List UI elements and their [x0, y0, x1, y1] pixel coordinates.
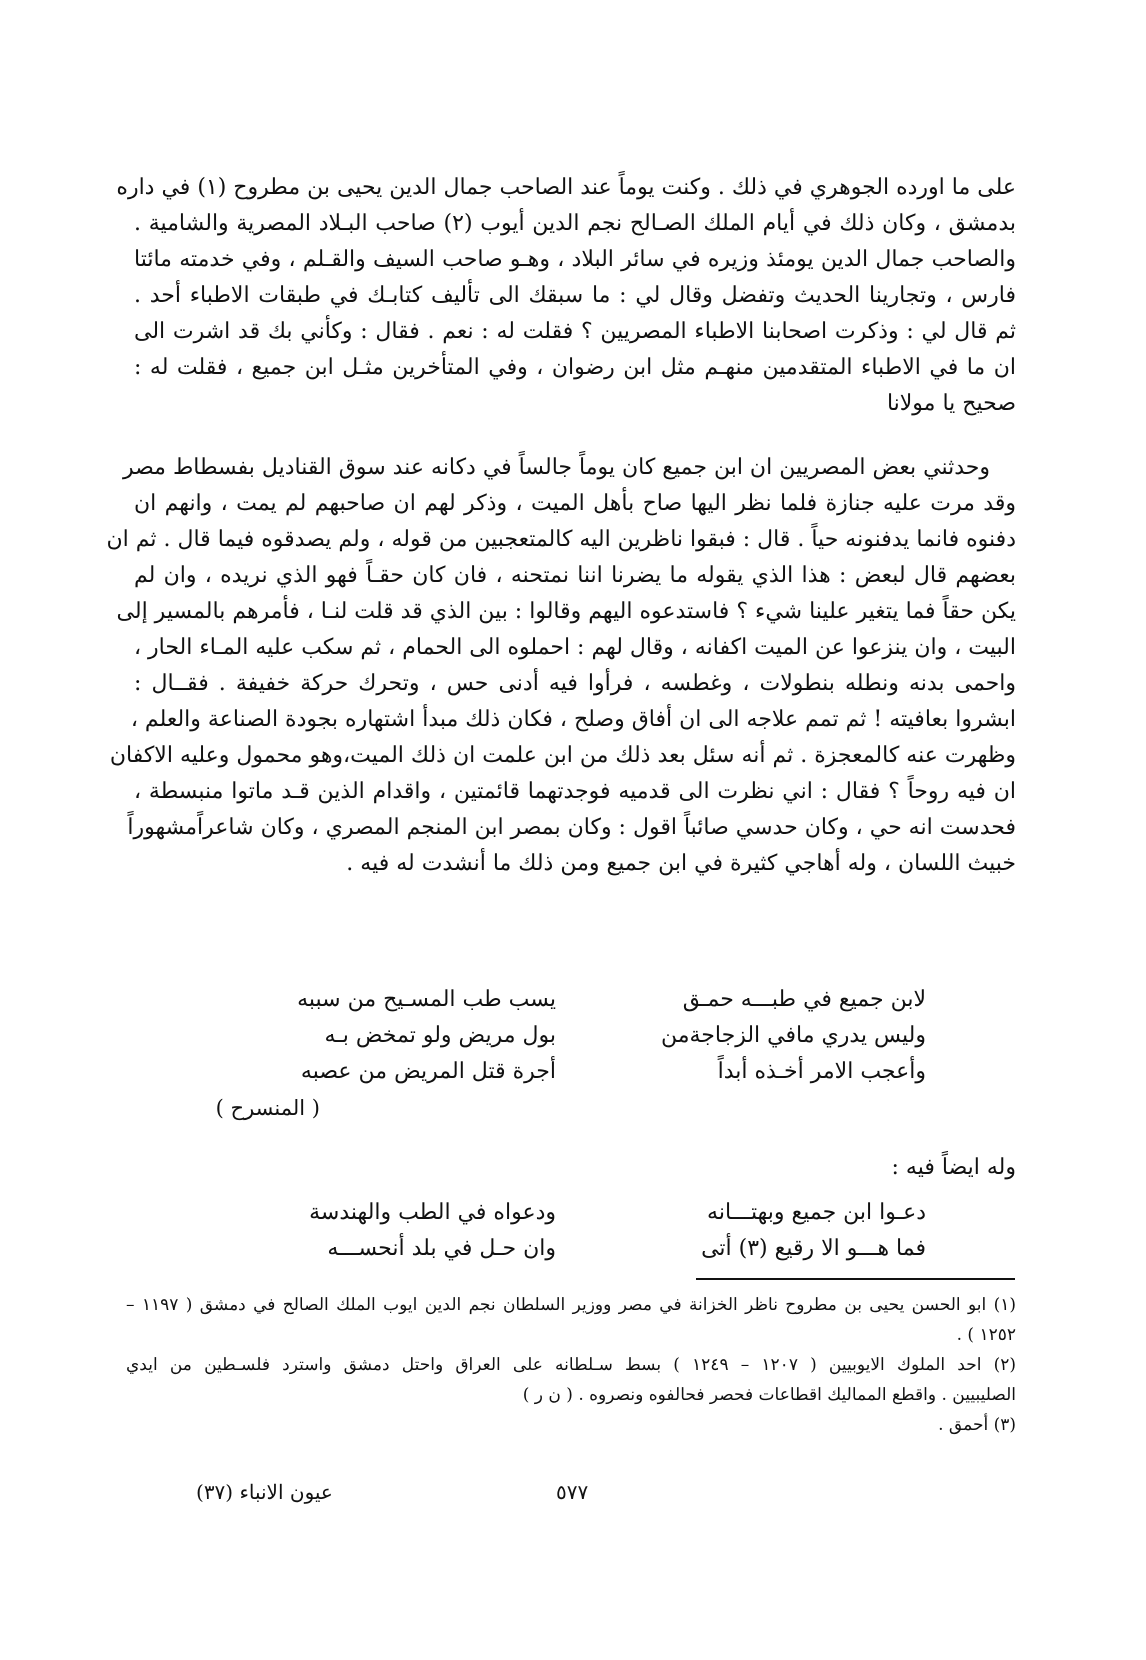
text-line: يكن حقاً فما يتغير علينا شيء ؟ فاستدعوه اليهم وقالوا : بين الذي قد قلت لنـا ، فأمرهم بالمسير إلى — [116, 599, 1016, 624]
poem-verse — [0, 1231, 1146, 1267]
verse-second-hemistich: أجرة قتل المريض من عصبه — [300, 1059, 556, 1084]
page-number: ٥٧٧ — [556, 1480, 589, 1504]
verse-first-hemistich: دعـوا ابن جميع وبهتـــانه — [707, 1200, 926, 1225]
text-line: دفنوه فانما يدفنونه حياً . قال : فبقوا ناظرين اليه كالمتعجبين من قوله ، ولم يصدقوه فيما قال . ثم ان — [106, 527, 1016, 552]
poem-1 — [0, 982, 1146, 1132]
text-line: ان ما في الاطباء المتقدمين منهـم مثل ابن رضوان ، وفي المتأخرين مثـل ابن جميع ، فقلت له : — [134, 355, 1016, 380]
poem-verse — [0, 1054, 1146, 1090]
verse-first-hemistich: لابن جميع في طبـــه حمـق — [682, 987, 926, 1012]
text-line: صحيح يا مولانا — [886, 391, 1016, 416]
text-line: وظهرت عنه كالمعجزة . ثم أنه سئل بعد ذلك من ابن علمت ان ذلك الميت،وهو محمول وعليه الاكفان — [109, 743, 1016, 768]
verse-second-hemistich: وان حـل في بلد أنحســـه — [327, 1236, 556, 1261]
verse-first-hemistich: وليس يدري مافي الزجاجةمن — [660, 1023, 926, 1048]
text-line: فحدست انه حي ، وكان حدسي صائباً اقول : وكان بمصر ابن المنجم المصري ، وكان شاعراًمشهوراً — [127, 815, 1016, 840]
verse-first-hemistich: وأعجب الامر أخـذه أبداً — [717, 1059, 926, 1084]
poem-2 — [0, 1195, 1146, 1271]
footnote-separator — [696, 1278, 1015, 1280]
paragraph-1 — [116, 170, 1016, 422]
text-line: على ما اورده الجوهري في ذلك . وكنت يوماً عند الصاحب جمال الدين يحيى بن مطروح (١) في داره — [116, 175, 1016, 200]
text-line: البيت ، وان ينزعوا عن الميت اكفانه ، وقال لهم : احملوه الى الحمام ، ثم سكب عليه المـاء الحار ، — [133, 635, 1016, 660]
text-line: ثم قال لي : وذكرت اصحابنا الاطباء المصريين ؟ فقلت له : نعم . فقال : وكأني بك قد اشرت الى — [134, 319, 1016, 344]
footnote-3: (٣) أحمق . — [938, 1415, 1016, 1435]
poem-verse — [0, 982, 1146, 1018]
footnote-1: (١) ابو الحسن يحيى بن مطروح ناظر الخزانة في مصر ووزير السلطان نجم الدين ايوب الملك الصالح في دمشق ( ١١٩٧ – — [126, 1295, 1016, 1315]
footnote-2-continuation: الصليبيين . واقطع المماليك اقطاعات فحصر فحالفوه ونصروه . ( ن ر ) — [522, 1385, 1016, 1405]
verse-second-hemistich: بول مريض ولو تمخض بـه — [324, 1023, 556, 1048]
text-line: بعضهم قال لبعض : هذا الذي يقوله ما يضرنا اننا نمتحنه ، فان كان حقـاً فهو الذي نريده ، وان لم — [134, 563, 1016, 588]
poem-verse — [0, 1018, 1146, 1054]
verse-second-hemistich: ودعواه في الطب والهندسة — [309, 1200, 556, 1225]
text-line: وقد مرت عليه جنازة فلما نظر اليها صاح بأهل الميت ، وذكر لهم ان صاحبهم لم يمت ، وانهم ان — [134, 491, 1016, 516]
paragraph-2 — [106, 450, 1016, 882]
poem-meter: ( المنسرح ) — [215, 1096, 320, 1120]
poem-2-intro: وله ايضاً فيه : — [891, 1155, 1016, 1180]
text-line: ان فيه روحاً ؟ فقال : اني نظرت الى قدميه فوجدتهما قائمتين ، واقدام الذين قـد ماتوا منبسطة ، — [134, 779, 1016, 804]
footnote-2: (٢) احد الملوك الايوبيين ( ١٢٠٧ – ١٢٤٩ ) بسط سـلطانه على العراق واحتل دمشق واسترد فلسـطين من ايدي — [126, 1355, 1017, 1375]
text-line: خبيث اللسان ، وله أهاجي كثيرة في ابن جميع ومن ذلك ما أنشدت له فيه . — [346, 851, 1016, 876]
verse-first-hemistich: فما هـــو الا رقيع (٣) أتى — [701, 1236, 926, 1261]
verse-second-hemistich: يسب طب المسـيح من سببه — [297, 987, 556, 1012]
text-line: ابشروا بعافيته ! ثم تمم علاجه الى ان أفاق وصلح ، فكان ذلك مبدأ اشتهاره بجودة الصناعة والعلم ، — [130, 707, 1016, 732]
text-line: والصاحب جمال الدين يومئذ وزيره في سائر البلاد ، وهـو صاحب السيف والقـلم ، وفي خدمته مائتا — [134, 247, 1016, 272]
footnote-1-continuation: ١٢٥٢ ) . — [956, 1325, 1016, 1345]
text-line: واحمى بدنه ونطله بنطولات ، وغطسه ، فرأوا فيه أدنى حس ، وتحرك حركة خفيفة . فقــال : — [134, 671, 1016, 696]
text-line: بدمشق ، وكان ذلك في أيام الملك الصـالح نجم الدين أيوب (٢) صاحب البـلاد المصرية والشامية . — [134, 211, 1016, 236]
text-line: فارس ، وتجارينا الحديث وتفضل وقال لي : ما سبقك الى تأليف كتابـك في طبقات الاطباء أحد . — [134, 283, 1016, 308]
book-title-footer: عيون الانباء (٣٧) — [196, 1480, 333, 1504]
poem-verse — [0, 1195, 1146, 1231]
text-line: وحدثني بعض المصريين ان ابن جميع كان يوماً جالساً في دكانه عند سوق القناديل بفسطاط مصر — [122, 455, 990, 480]
